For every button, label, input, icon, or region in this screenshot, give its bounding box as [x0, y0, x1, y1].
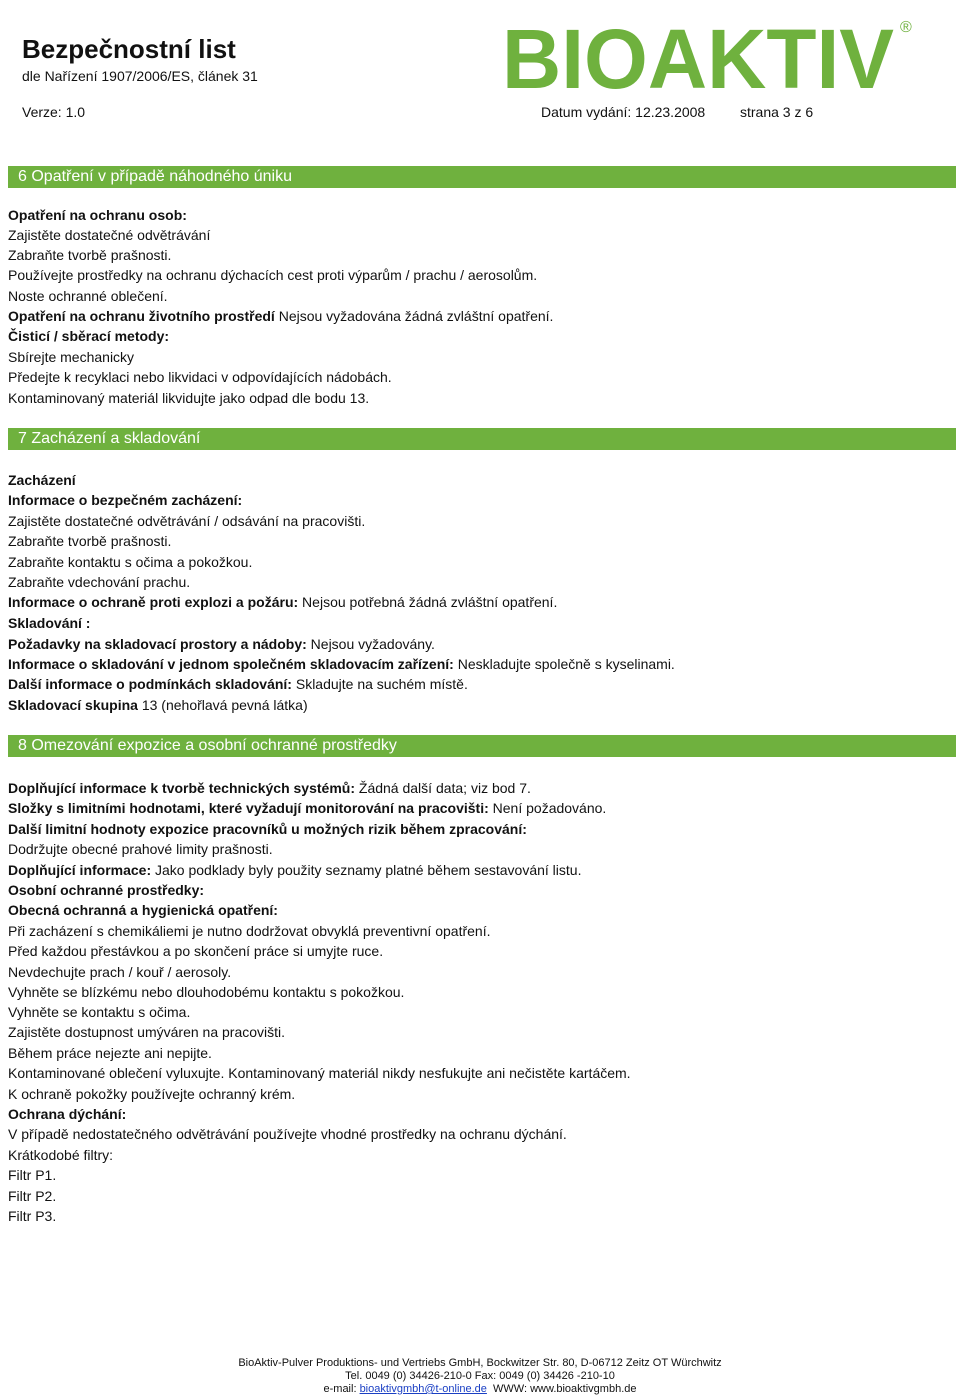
page-number: strana 3 z 6: [740, 104, 814, 120]
s6-line-1: Opatření na ochranu osob:: [8, 207, 187, 223]
s8-line-16: K ochraně pokožky používejte ochranný krém.: [8, 1086, 296, 1102]
s8-line-12: Vyhněte se kontaktu s očima.: [8, 1004, 191, 1020]
s8-line-18: V případě nedostatečného odvětrávání používejte vhodné prostředky na ochranu dýchání.: [8, 1126, 567, 1142]
s8-line-5: Doplňující informace: Jako podklady byly použity seznamy platné během sestavování listu.: [8, 862, 582, 878]
s6-line-7: Čisticí / sběrací metody:: [8, 328, 170, 344]
s7-line-7: Informace o ochraně proti explozi a požáru: Nejsou potřebná žádná zvláštní opatření.: [8, 594, 558, 610]
issue-date: Datum vydání: 12.23.2008: [541, 104, 706, 120]
s6-line-9: Předejte k recyklaci nebo likvidaci v odpovídajících nádobách.: [8, 369, 392, 385]
section-8-header: 8 Omezování expozice a osobní ochranné prostředky: [8, 735, 956, 757]
email-link[interactable]: bioaktivgmbh@t-online.de: [359, 1383, 487, 1395]
version-label: Verze: 1.0: [22, 104, 86, 120]
footer-company: BioAktiv-Pulver Produktions- und Vertriebs GmbH, Bockwitzer Str. 80, D-06712 Zeitz OT Würchwitz: [238, 1357, 722, 1369]
s8-line-20: Filtr P1.: [8, 1167, 57, 1183]
logo-text: BIOAKTIV: [502, 12, 894, 94]
footer-contact: e-mail: bioaktivgmbh@t-online.de WWW: www.bioaktivgmbh.de: [323, 1383, 637, 1395]
document-title: Bezpečnostní list: [22, 34, 236, 64]
s8-line-6: Osobní ochranné prostředky:: [8, 882, 205, 898]
bioaktiv-logo: [500, 12, 920, 94]
s6-line-2: Zajistěte dostatečné odvětrávání: [8, 227, 211, 243]
s8-line-2: Složky s limitními hodnotami, které vyžadují monitorování na pracovišti: Není požadováno.: [8, 800, 607, 816]
section-6-header: 6 Opatření v případě náhodného úniku: [8, 166, 956, 188]
s8-line-22: Filtr P3.: [8, 1208, 57, 1224]
section-7-header: 7 Zacházení a skladování: [8, 428, 956, 450]
s8-line-19: Krátkodobé filtry:: [8, 1147, 114, 1163]
s8-line-14: Během práce nejezte ani nepijte.: [8, 1045, 212, 1061]
s8-line-17: Ochrana dýchání:: [8, 1106, 127, 1122]
s7-line-5: Zabraňte kontaktu s očima a pokožkou.: [8, 554, 253, 570]
s8-line-9: Před každou přestávkou a po skončení práce si umyjte ruce.: [8, 943, 384, 959]
s7-line-2: Informace o bezpečném zacházení:: [8, 492, 243, 508]
s6-line-10: Kontaminovaný materiál likvidujte jako odpad dle bodu 13.: [8, 390, 370, 406]
s8-line-15: Kontaminované oblečení vyluxujte. Kontaminovaný materiál nikdy nesfukujte ani nečistěte kartáčem.: [8, 1065, 631, 1081]
s6-line-3: Zabraňte tvorbě prašnosti.: [8, 247, 172, 263]
s7-line-1: Zacházení: [8, 472, 76, 488]
s8-line-10: Nevdechujte prach / kouř / aerosoly.: [8, 964, 232, 980]
s6-line-4: Používejte prostředky na ochranu dýchacích cest proti výparům / prachu / aerosolům.: [8, 267, 538, 283]
s7-line-4: Zabraňte tvorbě prašnosti.: [8, 533, 172, 549]
footer-phone: Tel. 0049 (0) 34426-210-0 Fax: 0049 (0) 34426 -210-10: [345, 1370, 615, 1382]
s8-line-8: Při zacházení s chemikáliemi je nutno dodržovat obvyklá preventivní opatření.: [8, 923, 491, 939]
s6-line-8: Sbírejte mechanicky: [8, 349, 135, 365]
s8-line-3: Další limitní hodnoty expozice pracovníků u možných rizik během zpracování:: [8, 821, 527, 837]
s8-line-7: Obecná ochranná a hygienická opatření:: [8, 902, 278, 918]
s8-line-1: Doplňující informace k tvorbě technických systémů: Žádná další data; viz bod 7.: [8, 780, 531, 796]
logo-registered-mark: ®: [900, 19, 912, 36]
s7-line-8: Skladování :: [8, 615, 91, 631]
s7-line-3: Zajistěte dostatečné odvětrávání / odsávání na pracovišti.: [8, 513, 366, 529]
s6-line-5: Noste ochranné oblečení.: [8, 288, 168, 304]
s7-line-11: Další informace o podmínkách skladování: Skladujte na suchém místě.: [8, 676, 468, 692]
s7-line-12: Skladovací skupina 13 (nehořlavá pevná látka): [8, 697, 308, 713]
s8-line-21: Filtr P2.: [8, 1188, 57, 1204]
s6-line-6: Opatření na ochranu životního prostředí Nejsou vyžadována žádná zvláštní opatření.: [8, 308, 554, 324]
s7-line-10: Informace o skladování v jednom společném skladovacím zařízení: Neskladujte společně s kyselinami.: [8, 656, 675, 672]
s8-line-4: Dodržujte obecné prahové limity prašnosti.: [8, 841, 273, 857]
s8-line-11: Vyhněte se blízkému nebo dlouhodobému kontaktu s pokožkou.: [8, 984, 405, 1000]
s8-line-13: Zajistěte dostupnost umýváren na pracovišti.: [8, 1024, 286, 1040]
s7-line-6: Zabraňte vdechování prachu.: [8, 574, 191, 590]
document-subtitle: dle Nařízení 1907/2006/ES, článek 31: [22, 68, 258, 84]
s7-line-9: Požadavky na skladovací prostory a nádoby: Nejsou vyžadovány.: [8, 636, 435, 652]
